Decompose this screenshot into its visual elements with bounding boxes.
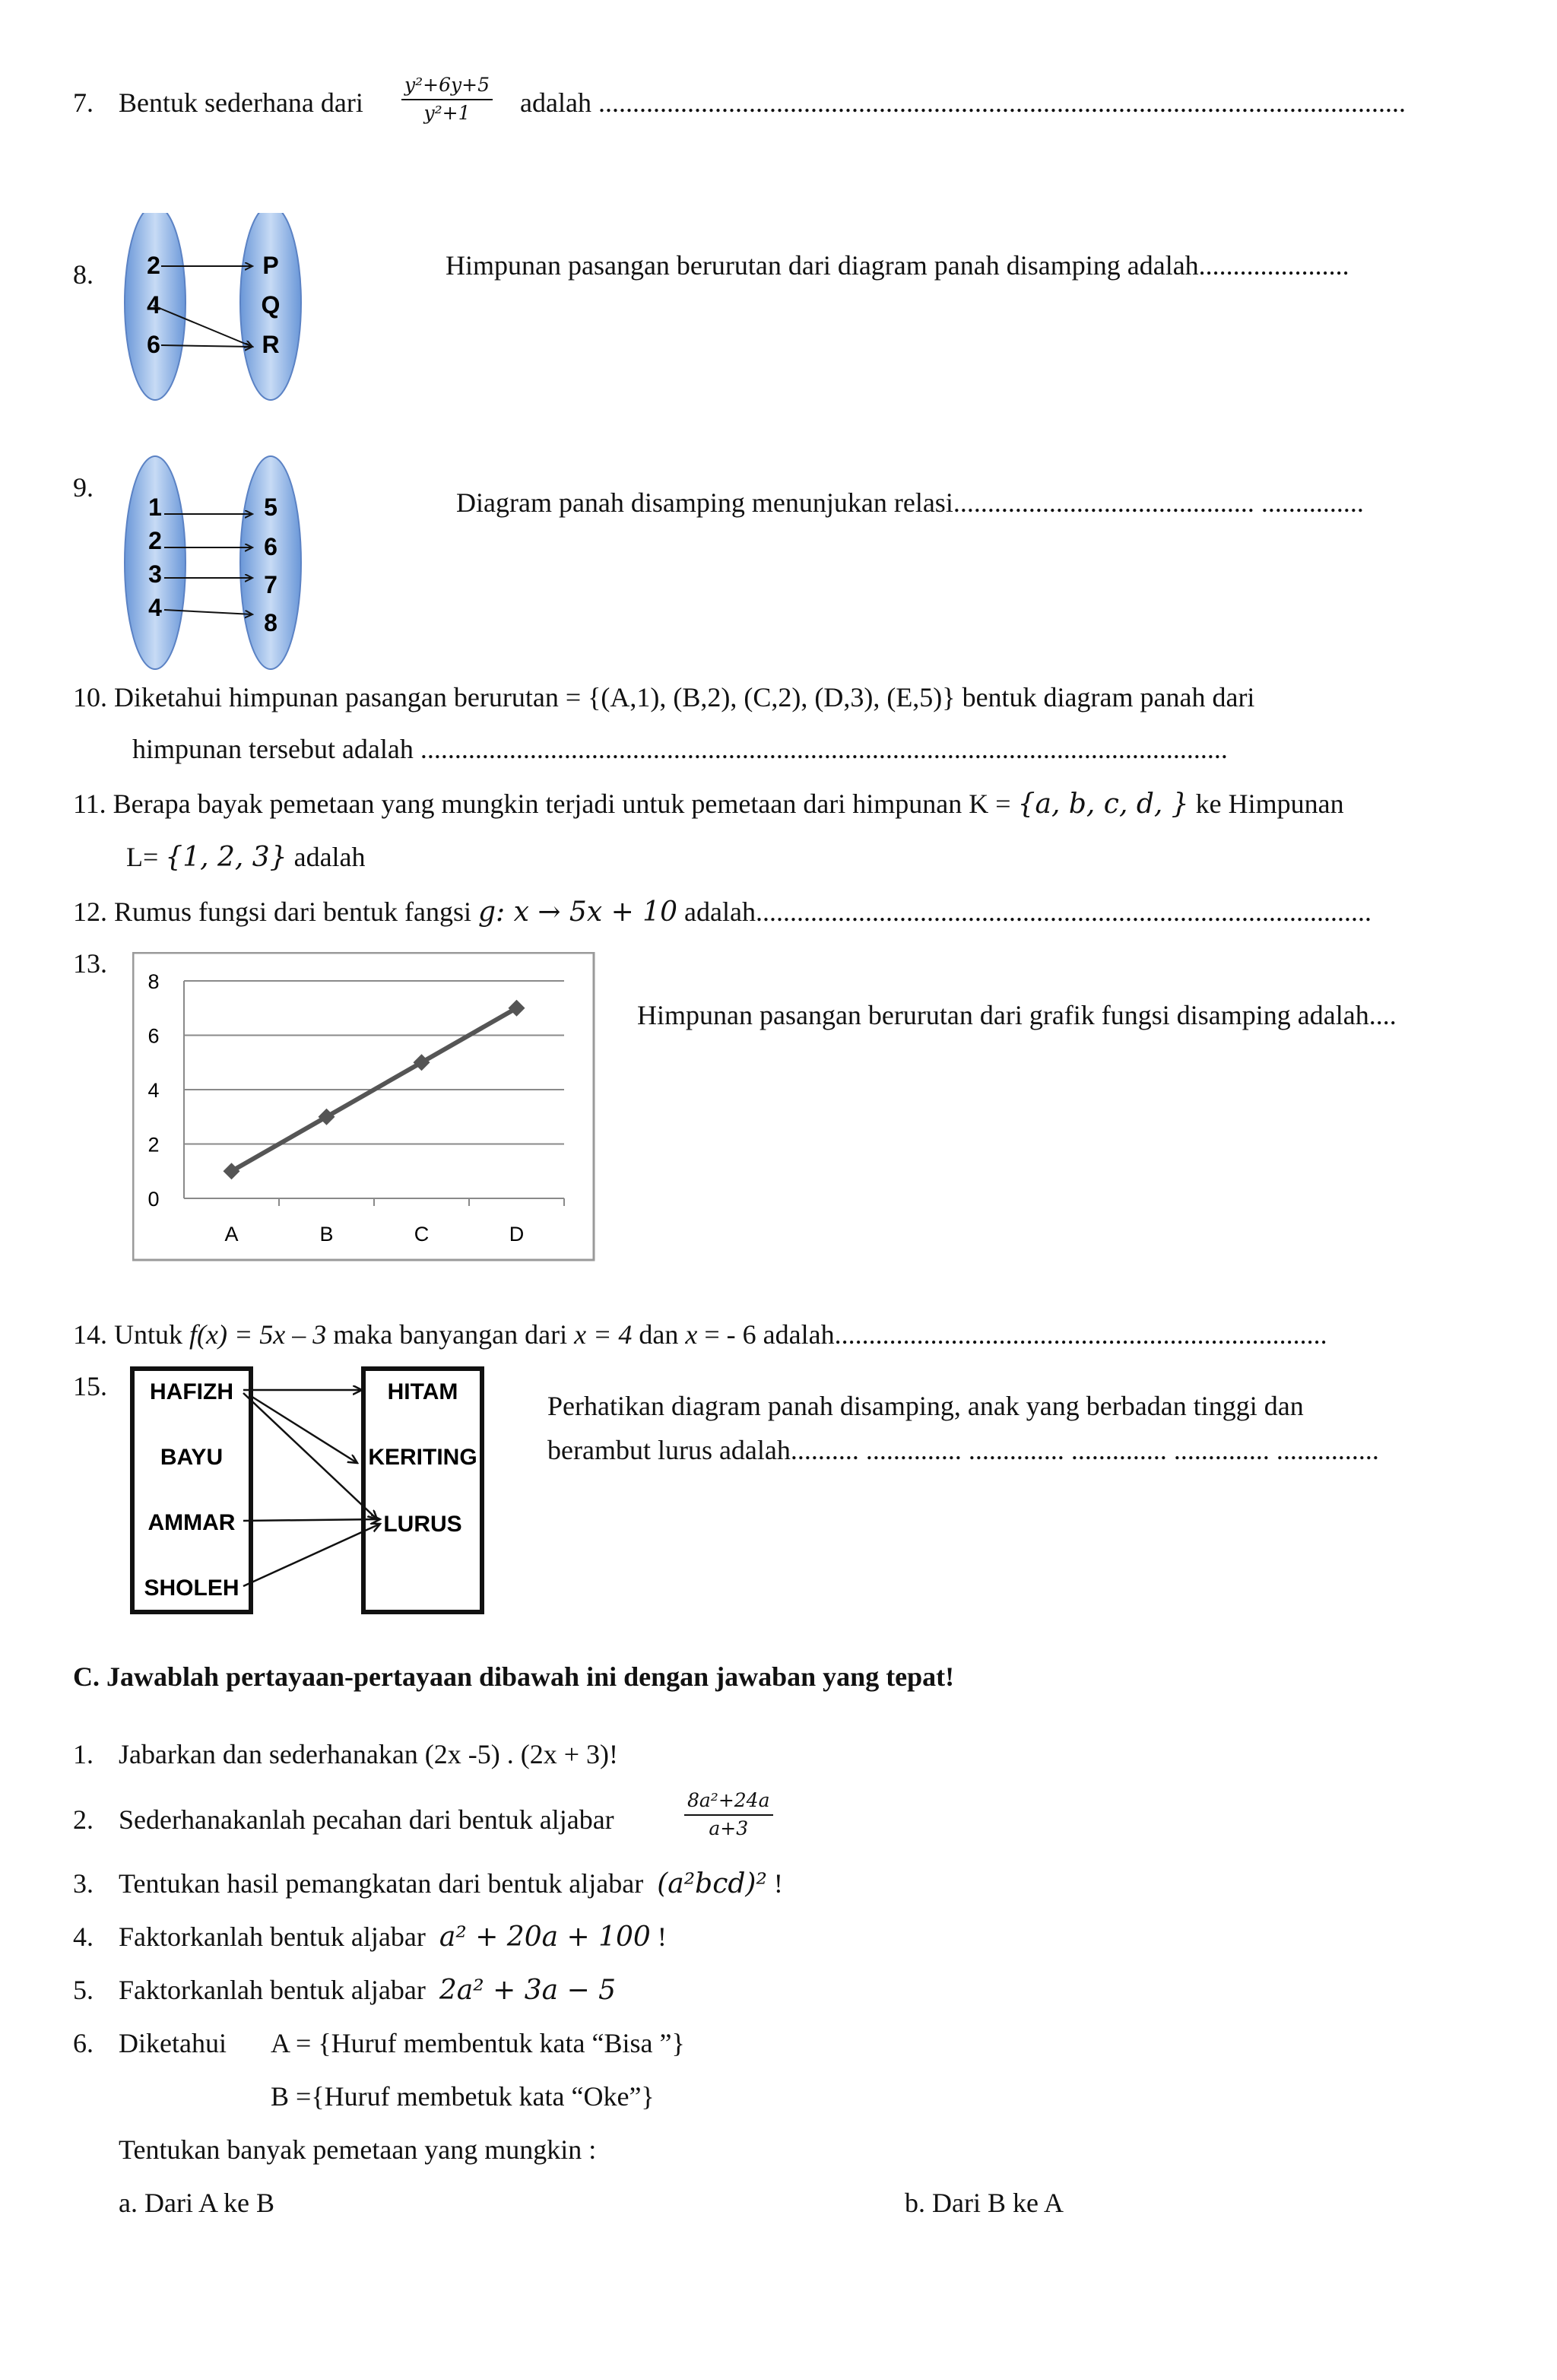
q9-arrow-diagram <box>114 453 319 681</box>
q7-text: Bentuk sederhana dari <box>119 87 363 118</box>
q8-domain-item: 6 <box>147 331 160 358</box>
q15-codomain-box <box>363 1369 482 1612</box>
c6-question: Tentukan banyak pemetaan yang mungkin : <box>119 2134 597 2165</box>
q7-fraction-denominator: y²+1 <box>423 101 471 124</box>
q13-line-chart <box>132 952 596 1262</box>
q8-number: 8. <box>73 259 94 290</box>
q15-text-line2: berambut lurus adalah.......... .............. .............. .............. .............. ............... <box>547 1435 1379 1465</box>
q8-domain-item: 2 <box>147 252 160 279</box>
c4-expression: a² + 20a + 100 <box>439 1921 651 1953</box>
q14-text: dan <box>632 1319 686 1350</box>
c3-expression: (a²bcd)² <box>657 1868 767 1899</box>
q9-text: Diagram panah disamping menunjukan relasi............................................ ............... <box>456 487 1364 518</box>
q12-text-tail: adalah.......................................................................................... <box>677 896 1371 927</box>
q15-codomain-item: LURUS <box>383 1512 462 1537</box>
q10-line1: 10. Diketahui himpunan pasangan berurutan = {(A,1), (B,2), (C,2), (D,3), (E,5)} bentuk diagram panah dari <box>73 682 1255 712</box>
q9-number: 9. <box>73 472 94 503</box>
q9-domain-item: 1 <box>148 493 162 521</box>
c6-set-b: B ={Huruf membetuk kata “Oke”} <box>271 2081 655 2112</box>
c3-line <box>119 1868 783 1900</box>
c1-number: 1. <box>73 1739 94 1769</box>
q12-line <box>73 896 1371 928</box>
q9-codomain-item: 6 <box>264 533 277 560</box>
section-c-heading: C. Jawablah pertayaan-pertayaan dibawah ini dengan jawaban yang tepat! <box>73 1661 955 1692</box>
q9-codomain-oval <box>240 456 301 669</box>
q15-arrow <box>243 1393 377 1519</box>
q14-x-value-2: x <box>685 1319 698 1350</box>
q15-arrow <box>243 1519 380 1521</box>
q11-text: L= <box>126 842 166 872</box>
c5-text: Faktorkanlah bentuk aljabar <box>119 1975 426 2005</box>
c6-set-a: A = {Huruf membentuk kata “Bisa ”} <box>271 2028 685 2058</box>
q12-text: 12. Rumus fungsi dari bentuk fangsi <box>73 896 478 927</box>
chart-x-tick-label: D <box>509 1223 525 1246</box>
q7-fraction <box>401 75 493 125</box>
c1-text: Jabarkan dan sederhanakan (2x -5) . (2x + 3)! <box>119 1739 619 1769</box>
c2-text: Sederhanakanlah pecahan dari bentuk aljabar <box>119 1804 614 1835</box>
q15-arrow <box>243 1524 380 1586</box>
q15-arrow <box>251 1396 357 1463</box>
c3-tail: ! <box>766 1868 783 1899</box>
q11-line2 <box>126 841 366 874</box>
chart-y-tick-label: 4 <box>147 1079 160 1102</box>
q11-text: 11. Berapa bayak pemetaan yang mungkin terjadi untuk pemetaan dari himpunan K = <box>73 789 1018 819</box>
c4-tail: ! <box>650 1921 667 1952</box>
q11-set-l: {1, 2, 3} <box>165 842 287 873</box>
q9-domain-item: 3 <box>148 560 162 588</box>
q12-function: g: x → 5x + 10 <box>477 896 677 928</box>
q15-arrow-diagram <box>129 1366 494 1618</box>
q14-function: f(x) = 5x – 3 <box>189 1319 327 1350</box>
q14-x-value-1: x = 4 <box>574 1319 633 1350</box>
chart-x-tick-label: A <box>224 1223 239 1246</box>
c4-line <box>119 1921 667 1953</box>
chart-x-tick-label: B <box>319 1223 334 1246</box>
c4-text: Faktorkanlah bentuk aljabar <box>119 1921 426 1952</box>
c6-label: Diketahui <box>119 2028 227 2058</box>
q11-line1 <box>73 788 1344 820</box>
chart-y-tick-label: 2 <box>147 1133 160 1157</box>
c2-fraction-numerator: 8a²+24a <box>684 1790 773 1816</box>
q14-text: maka banyangan dari <box>326 1319 575 1350</box>
q14-line <box>73 1319 1327 1351</box>
q11-text-tail: ke Himpunan <box>1188 789 1344 819</box>
q8-domain-item: 4 <box>147 291 160 319</box>
q8-arrow-diagram <box>114 213 319 426</box>
q8-codomain-item: Q <box>261 291 281 319</box>
c3-number: 3. <box>73 1868 94 1899</box>
q11-text-tail: adalah <box>287 842 366 872</box>
c5-line <box>119 1974 616 2007</box>
q13-number: 13. <box>73 948 107 979</box>
q9-domain-item: 4 <box>148 594 162 621</box>
c6-option-b: b. Dari B ke A <box>905 2188 1064 2218</box>
c6-option-a: a. Dari A ke B <box>119 2188 274 2218</box>
q11-set-k: {a, b, c, d, } <box>1017 789 1189 820</box>
q15-codomain-item: HITAM <box>387 1379 458 1404</box>
q15-number: 15. <box>73 1371 107 1401</box>
chart-y-tick-label: 0 <box>147 1188 160 1211</box>
q15-codomain-item: KERITING <box>368 1445 477 1470</box>
chart-y-tick-label: 8 <box>147 970 160 993</box>
q14-text-tail: = - 6 adalah........................................................................ <box>697 1319 1327 1350</box>
q15-domain-item: AMMAR <box>147 1510 236 1535</box>
q9-codomain-item: 8 <box>264 609 277 636</box>
q10-line2: himpunan tersebut adalah ...................................................................................................................... <box>132 734 1228 764</box>
q8-codomain-item: R <box>262 331 280 358</box>
q15-domain-item: HAFIZH <box>150 1379 233 1404</box>
c2-fraction <box>684 1790 773 1840</box>
q9-domain-item: 2 <box>148 527 162 554</box>
c5-number: 5. <box>73 1975 94 2005</box>
chart-border <box>133 953 594 1260</box>
c3-text: Tentukan hasil pemangkatan dari bentuk aljabar <box>119 1868 644 1899</box>
c6-number: 6. <box>73 2028 94 2058</box>
q7-tail: adalah ...................................................................................................................... <box>520 87 1406 118</box>
q15-domain-item: BAYU <box>160 1445 224 1470</box>
q7-number: 7. <box>73 87 94 118</box>
q13-text: Himpunan pasangan berurutan dari grafik fungsi disamping adalah.... <box>637 1000 1397 1030</box>
c2-fraction-denominator: a+3 <box>709 1817 749 1839</box>
q8-codomain-item: P <box>262 252 279 279</box>
q8-text: Himpunan pasangan berurutan dari diagram panah disamping adalah...................... <box>446 250 1349 281</box>
q15-domain-item: SHOLEH <box>144 1576 239 1601</box>
q7-fraction-numerator: y²+6y+5 <box>401 75 493 100</box>
c5-expression: 2a² + 3a − 5 <box>439 1975 617 2006</box>
c2-number: 2. <box>73 1804 94 1835</box>
q14-text: 14. Untuk <box>73 1319 189 1350</box>
chart-y-tick-label: 6 <box>147 1024 160 1048</box>
c4-number: 4. <box>73 1921 94 1952</box>
q9-codomain-item: 5 <box>264 493 277 521</box>
chart-x-tick-label: C <box>414 1223 430 1246</box>
q15-text-line1: Perhatikan diagram panah disamping, anak yang berbadan tinggi dan <box>547 1391 1304 1421</box>
q9-codomain-item: 7 <box>264 571 277 598</box>
